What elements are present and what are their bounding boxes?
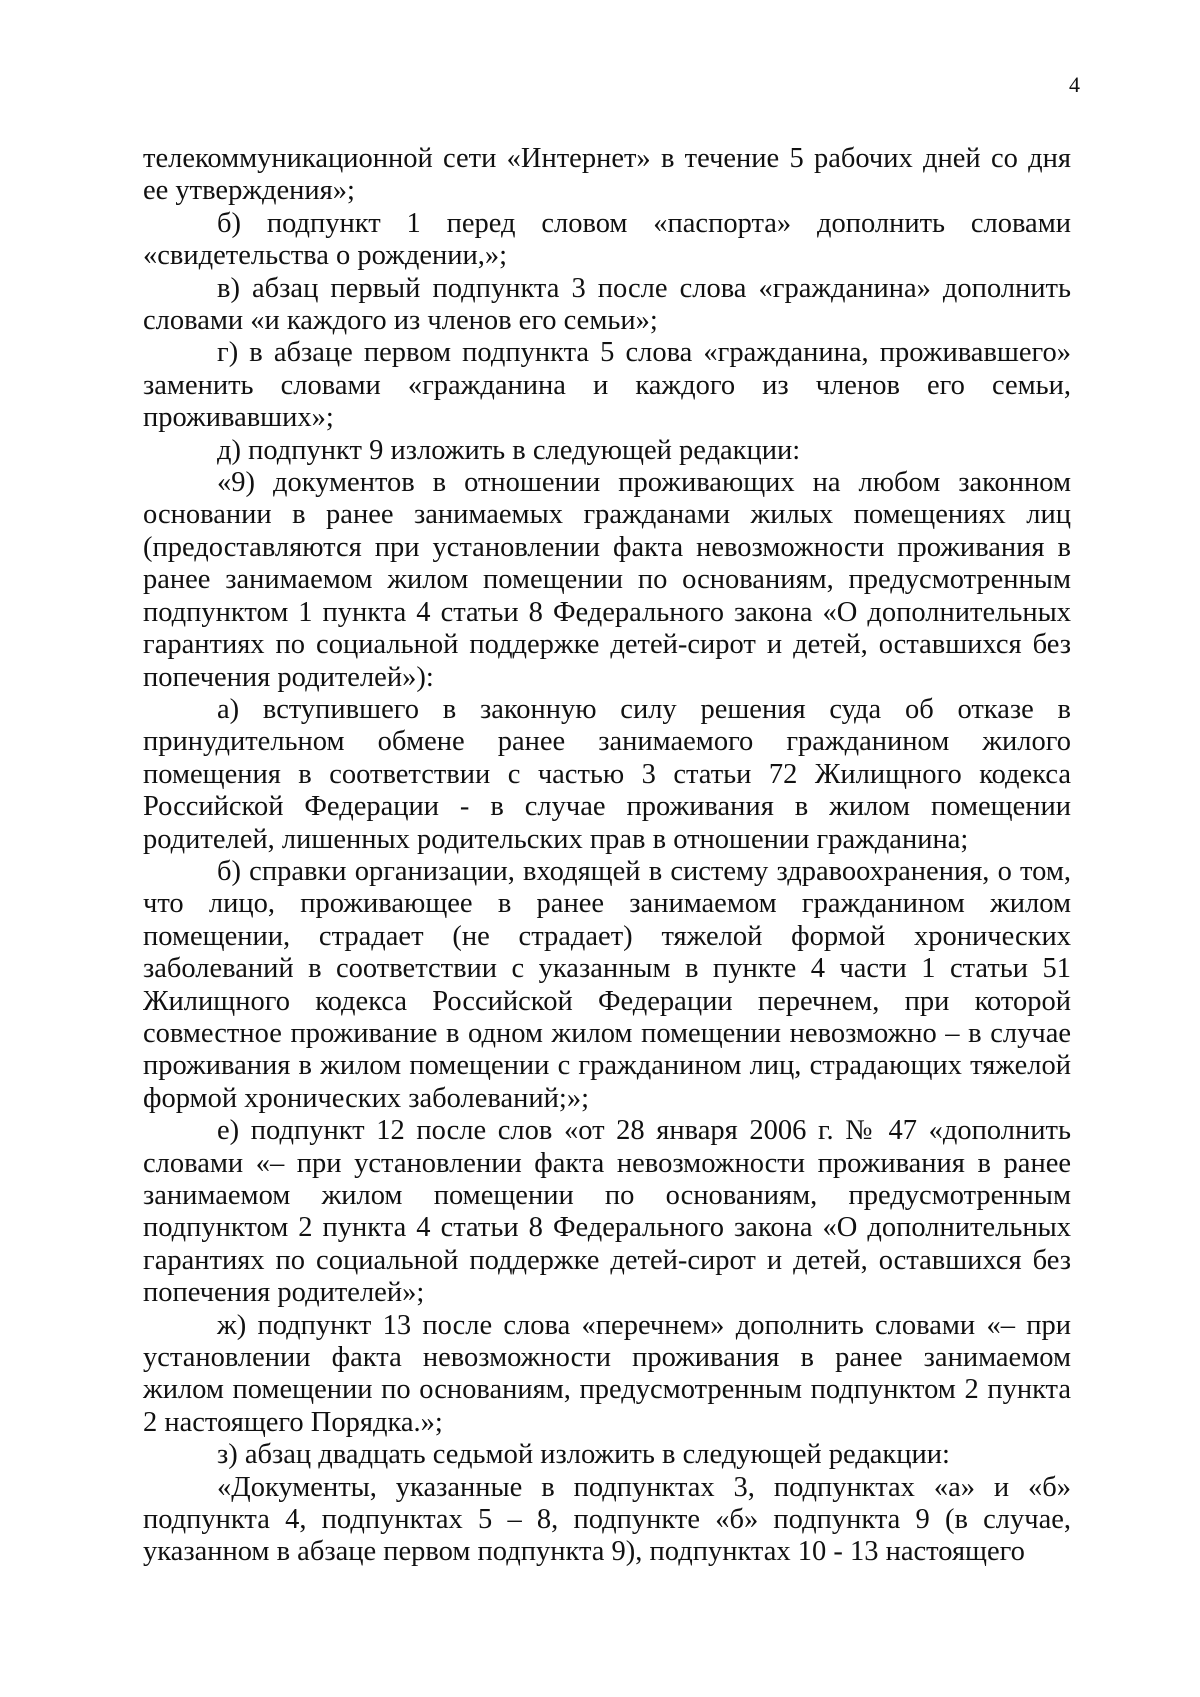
paragraph-item-b-birth-certificate: б) подпункт 1 перед словом «паспорта» дополнить словами «свидетельства о рождении,»; xyxy=(143,207,1071,272)
document-body xyxy=(143,143,1071,1569)
paragraph-documents-text: «Документы, указанные в подпунктах 3, подпунктах «а» и «б» подпункта 4, подпунктах 5 – 8, подпункте «б» подпункта 9 (в случае, указанном в абзаце первом подпункта 9), подпунктах 10 - 13 настоящего xyxy=(143,1471,1071,1568)
paragraph-item-d-subclause-9: д) подпункт 9 изложить в следующей редакции: xyxy=(217,434,801,466)
paragraph-item-g-replace-words: г) в абзаце первом подпункта 5 слова «гражданина, проживавшего» заменить словами «гражданина и каждого из членов его семьи, проживавших»; xyxy=(143,337,1071,434)
paragraph-item-z-paragraph-27: з) абзац двадцать седьмой изложить в следующей редакции: xyxy=(217,1439,950,1471)
paragraph-item-e-subclause-12: е) подпункт 12 после слов «от 28 января 2006 г. № 47 «дополнить словами «– при установлении факта невозможности проживания в ранее занимаемом жилом помещении по основаниям, предусмотренным подпунктом 2 пункта 4 статьи 8 Федерального закона «О дополнительных гарантиях по социальной поддержке детей-сирот и детей, оставшихся без попечения родителей»; xyxy=(143,1115,1071,1309)
paragraph-item-v-family-members: в) абзац первый подпункта 3 после слова «гражданина» дополнить словами «и каждого из членов его семьи»; xyxy=(143,272,1071,337)
paragraph-item-zh-subclause-13: ж) подпункт 13 после слова «перечнем» дополнить словами «– при установлении факта невозможности проживания в ранее занимаемом жилом помещении по основаниям, предусмотренным подпунктом 2 пункта 2 настоящего Порядка.»; xyxy=(143,1309,1071,1438)
paragraph-subclause-9-b: б) справки организации, входящей в систему здравоохранения, о том, что лицо, проживающее в ранее занимаемом гражданином жилом помещении, страдает (не страдает) тяжелой формой хронических заболеваний в соответствии с указанным в пункте 4 части 1 статьи 51 Жилищного кодекса Российской Федерации перечнем, при которой совместное проживание в одном жилом помещении невозможно – в случае проживания в жилом помещении с гражданином лиц, страдающих тяжелой формой хронических заболеваний;»; xyxy=(143,855,1071,1114)
paragraph-subclause-9-a: а) вступившего в законную силу решения суда об отказе в принудительном обмене ранее занимаемого гражданином жилого помещения в соответствии с частью 3 статьи 72 Жилищного кодекса Российской Федерации - в случае проживания в жилом помещении родителей, лишенных родительских прав в отношении гражданина; xyxy=(143,693,1071,855)
page-number: 4 xyxy=(1069,72,1080,97)
paragraph-continuation: телекоммуникационной сети «Интернет» в течение 5 рабочих дней со дня ее утверждения»; xyxy=(143,143,1071,207)
paragraph-subclause-9-text: «9) документов в отношении проживающих на любом законном основании в ранее занимаемых гражданами жилых помещениях лиц (предоставляются при установлении факта невозможности проживания в ранее занимаемом жилом помещении по основаниям, предусмотренным подпунктом 1 пункта 4 статьи 8 Федерального закона «О дополнительных гарантиях по социальной поддержке детей-сирот и детей, оставшихся без попечения родителей»): xyxy=(143,467,1071,693)
